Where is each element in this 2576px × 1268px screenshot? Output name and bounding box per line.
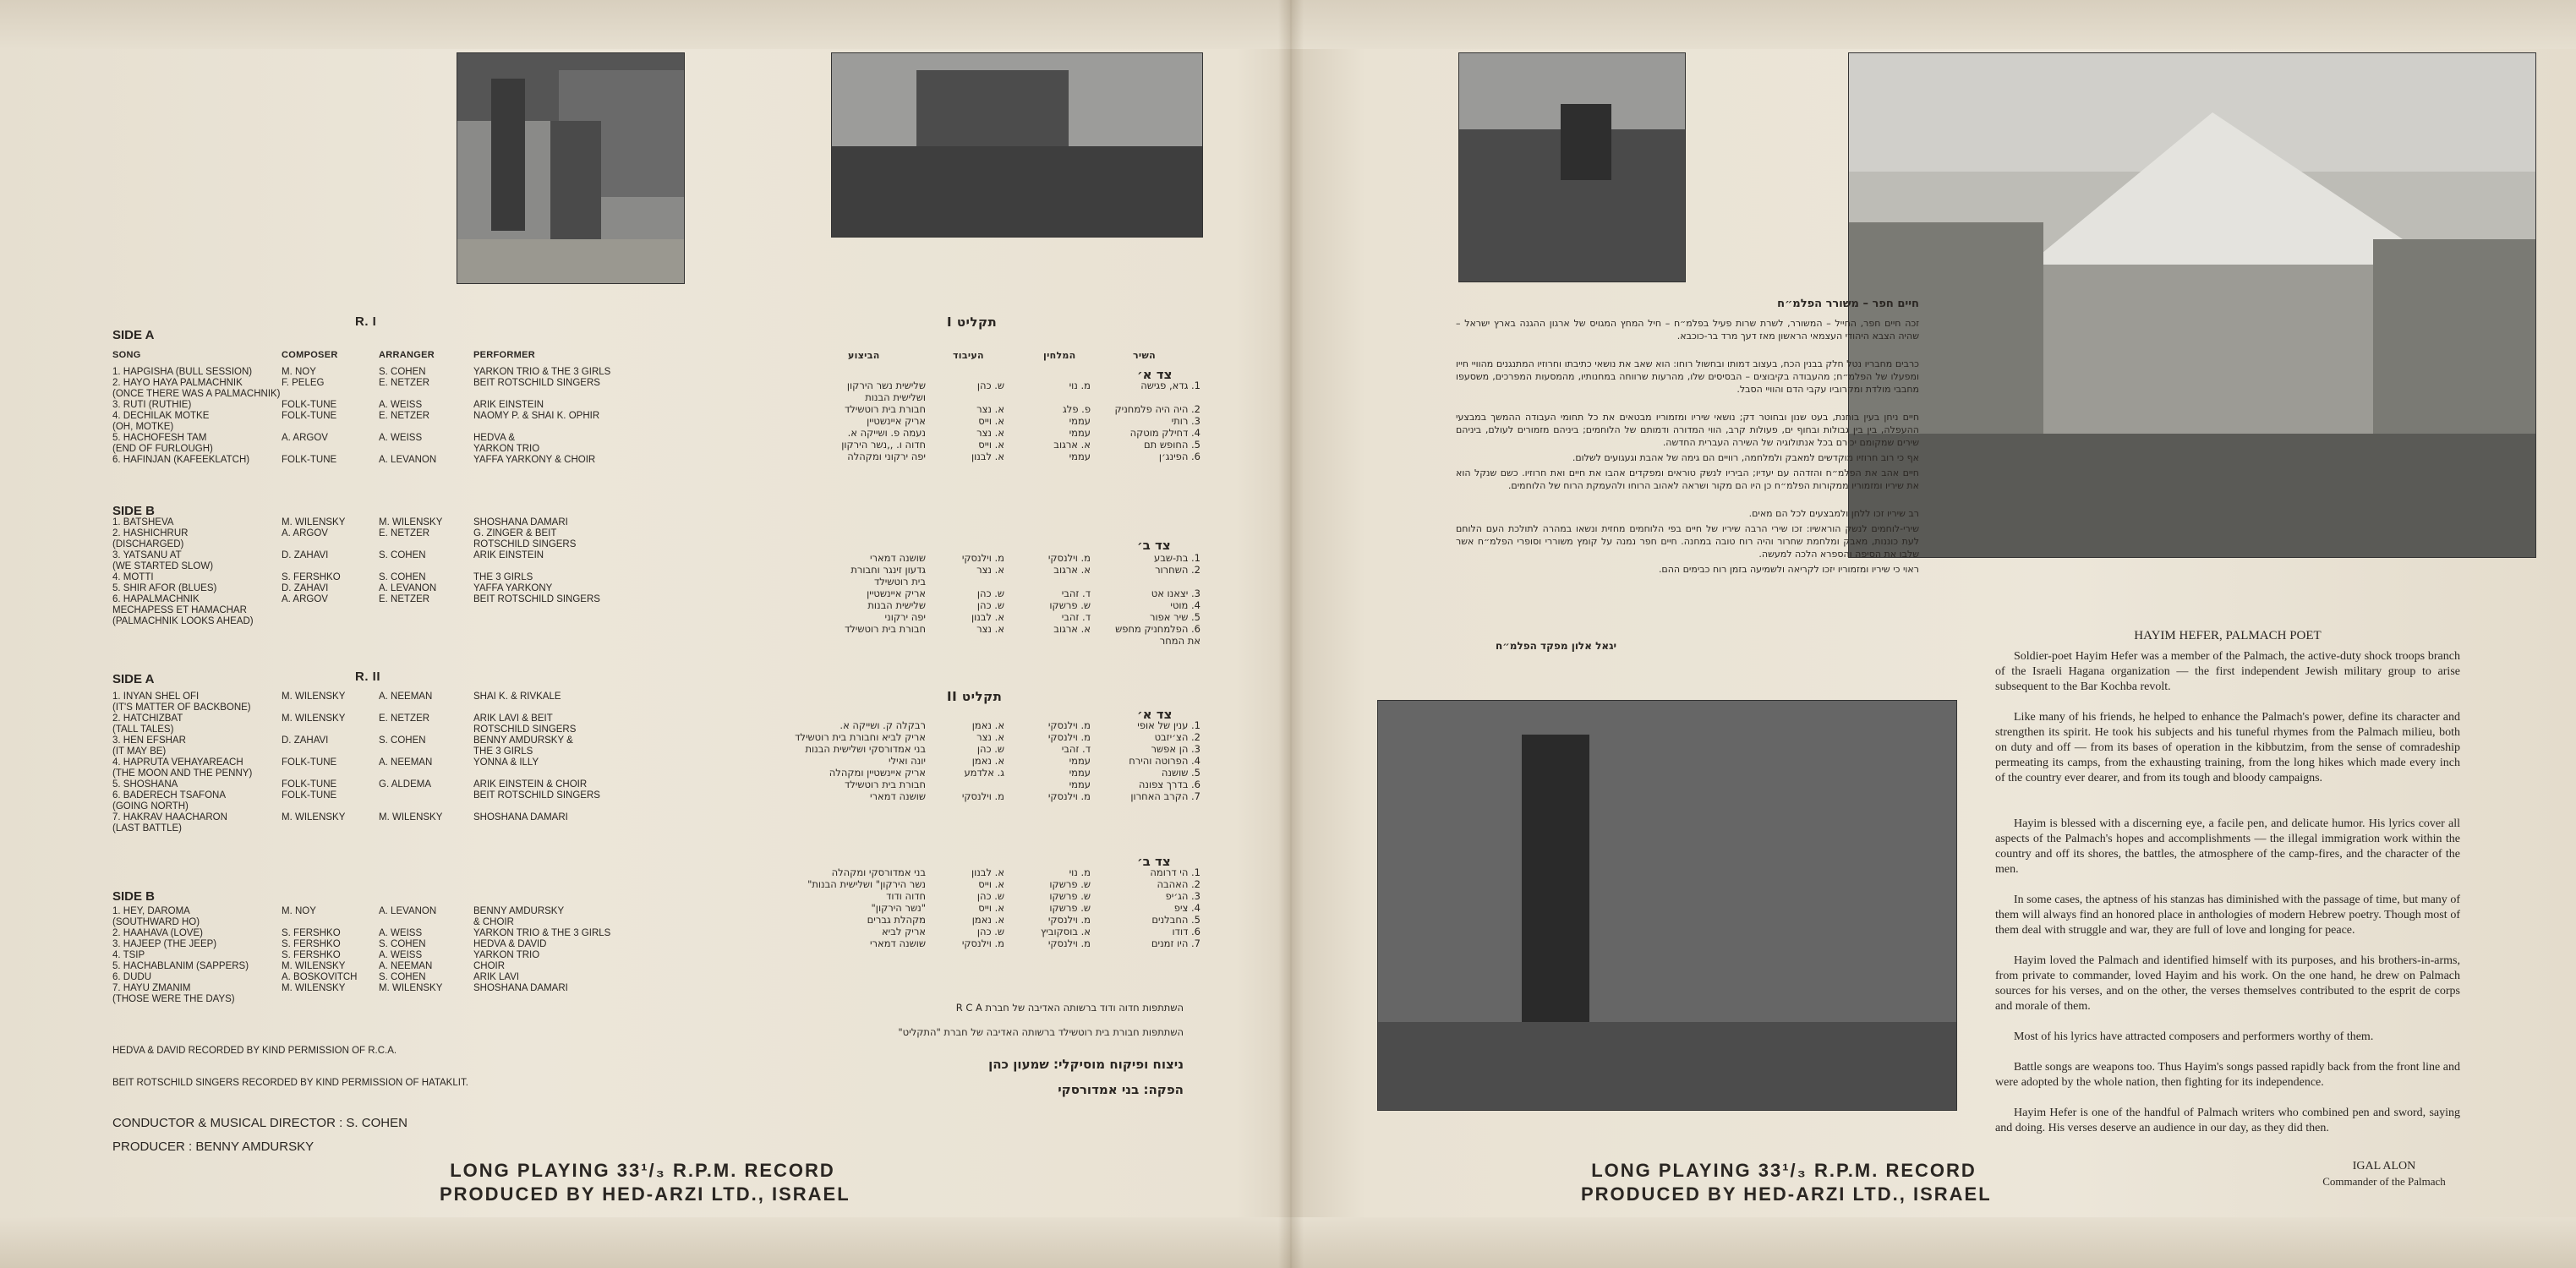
hebrew-paragraph: חיים אהב את הפלמ״ח והזדהה עם יעדיו; הביריו לנשק טוראים ומפקדים אהבו את חיים ואת חרוזיו. כשם שנקל הוא את שיריו ומזמוריו ממקורות הפלמ״ח כן היו הם מקור ושראה לאהוב הרוחו ולהעמקת הרוח של הלוחמים.: [1456, 467, 1919, 491]
hebrew-track-composer: עממי: [1069, 415, 1091, 427]
track-song: (ONCE THERE WAS A PALMACHNIK): [112, 389, 281, 399]
track-arranger: G. ALDEMA: [379, 779, 431, 790]
track-arranger: M. WILENSKY: [379, 812, 443, 823]
track-arranger: S. COHEN: [379, 735, 426, 746]
track-song: 5. SHIR AFOR (BLUES): [112, 583, 217, 593]
hebrew-track-composer: ש. פרשקו: [1049, 902, 1091, 914]
hebrew-track-composer: פ. פלג: [1063, 403, 1091, 415]
hebrew-track-song: 3. הן אפשר: [1151, 743, 1200, 755]
track-song: 4. HAPRUTA VEHAYAREACH: [112, 757, 243, 768]
track-arranger: A. LEVANON: [379, 906, 437, 916]
column-arranger: ARRANGER: [379, 350, 435, 360]
hebrew-track-performer: נשר הירקון" ושלישית הבנות": [807, 878, 926, 890]
hebrew-conductor-credit: ניצוח ופיקוח מוסיקלי: שמעון כהן: [988, 1057, 1184, 1072]
hebrew-track-performer: "נשר הירקון": [871, 902, 926, 914]
track-composer: D. ZAHAVI: [282, 550, 329, 560]
hebrew-track-composer: עממי: [1069, 755, 1091, 767]
hebrew-track-song: 1. ענין של אופי: [1137, 719, 1200, 731]
hebrew-track-song: 4. ציפ: [1173, 902, 1200, 914]
column-composer: COMPOSER: [282, 350, 338, 360]
hebrew-track-song: 5. שיר אפור: [1150, 611, 1200, 623]
hebrew-track-performer: בית רוטשילד: [873, 576, 926, 588]
track-performer: YAFFA YARKONY: [473, 583, 553, 593]
hebrew-track-arranger: ג. אלדמע: [964, 767, 1004, 779]
hebrew-track-arranger: ש. כהן: [976, 380, 1004, 391]
hebrew-rca-note: השתתפות חדוה ודוד ברשותה האדיבה של חברת R C A: [955, 1002, 1184, 1014]
hebrew-paragraph: אף כי רוב חרוזיו מוקדשים למאבק ולמלחמה, רוויים הם גימה של אהבת וגעגועים לשלום.: [1572, 452, 1919, 463]
hebrew-track-song: 2. האהבה: [1157, 878, 1200, 890]
hebrew-track-composer: ש. פרשקו: [1049, 890, 1091, 902]
track-song: 2. HAAHAVA (LOVE): [112, 928, 203, 938]
hebrew-track-song: 5. החבלנים: [1151, 914, 1200, 926]
hebrew-track-song: 2. היה היה פלמחניק: [1114, 403, 1200, 415]
track-song: 2. HATCHIZBAT: [112, 713, 183, 724]
hebrew-track-performer: ושלישית הבנות: [865, 391, 926, 403]
hebrew-column-performer: הביצוע: [848, 350, 880, 361]
track-song: 1. INYAN SHEL OFI: [112, 691, 200, 702]
hebrew-track-song: 3. רותי: [1171, 415, 1200, 427]
photo-musicians-guitar: [457, 52, 685, 284]
track-arranger: A. LEVANON: [379, 583, 437, 593]
photo-accordion-player: [1458, 52, 1686, 282]
permission-hataklit: BEIT ROTSCHILD SINGERS RECORDED BY KIND PERMISSION OF HATAKLIT.: [112, 1078, 468, 1088]
right-footer-long-playing: LONG PLAYING 33¹/₃ R.P.M. RECORD: [1591, 1160, 1977, 1181]
track-song: (TALL TALES): [112, 724, 174, 735]
hebrew-track-song: 6. הפינג׳ן: [1158, 451, 1200, 462]
track-composer: FOLK-TUNE: [282, 455, 337, 465]
hebrew-track-performer: יפה ירקוני: [884, 611, 926, 623]
photo-crowd-stage: [831, 52, 1203, 238]
hebrew-track-performer: גדעון זינגר וחבורת: [850, 564, 926, 576]
hebrew-record-two-side-a-label: צד א׳: [1137, 707, 1173, 722]
hebrew-track-song: 3. הג׳יפ: [1165, 890, 1200, 902]
track-song: 7. HAKRAV HAACHARON: [112, 812, 227, 823]
track-performer: ARIK LAVI: [473, 972, 520, 982]
hebrew-article-signature: יגאל אלון מפקד הפלמ״ח: [1496, 640, 1616, 652]
hebrew-track-composer: עממי: [1069, 779, 1091, 790]
track-arranger: A. WEISS: [379, 950, 423, 960]
track-performer: ROTSCHILD SINGERS: [473, 539, 577, 549]
track-song: 1. BATSHEVA: [112, 517, 174, 527]
track-composer: D. ZAHAVI: [282, 583, 329, 593]
track-song: (PALMACHNIK LOOKS AHEAD): [112, 616, 254, 626]
track-arranger: S. COHEN: [379, 550, 426, 560]
track-composer: M. NOY: [282, 906, 316, 916]
track-composer: M. WILENSKY: [282, 691, 346, 702]
track-arranger: S. COHEN: [379, 367, 426, 377]
left-footer-long-playing: LONG PLAYING 33¹/₃ R.P.M. RECORD: [450, 1160, 835, 1181]
hebrew-track-song: 6. דודו: [1172, 926, 1200, 937]
hebrew-hataklit-note: השתתפות חבורת בית רוטשילד ברשותה האדיבה של חברת "התקליט": [898, 1026, 1184, 1038]
center-fold: [1278, 0, 1304, 1268]
track-performer: & CHOIR: [473, 917, 514, 927]
hebrew-track-arranger: מ. וילנסקי: [961, 937, 1004, 949]
hebrew-track-performer: רבקלה ק. ושייקה א.: [840, 719, 926, 731]
hebrew-track-composer: א. ארגוב: [1053, 439, 1091, 451]
hebrew-track-composer: מ. וילנסקי: [1047, 914, 1091, 926]
hebrew-track-song: 4. הפרוטה והירח: [1129, 755, 1200, 767]
english-article-title: HAYIM HEFER, PALMACH POET: [2134, 629, 2322, 642]
hebrew-track-performer: נעמה פ. ושייקה א.: [847, 427, 926, 439]
hebrew-track-composer: ש. פרשקו: [1049, 599, 1091, 611]
hebrew-track-arranger: א. וייס: [978, 878, 1004, 890]
track-song: 3. RUTI (RUTHIE): [112, 400, 192, 410]
track-arranger: M. WILENSKY: [379, 983, 443, 993]
track-song: (GOING NORTH): [112, 801, 189, 812]
hebrew-track-performer: שושנה דמארי: [869, 937, 926, 949]
hebrew-track-composer: מ. וילנסקי: [1047, 719, 1091, 731]
hebrew-track-song: 1. בת-שבע: [1154, 552, 1200, 564]
hebrew-track-composer: א. ארגוב: [1053, 623, 1091, 635]
english-paragraph: Hayim loved the Palmach and identified himself with its purposes, and his brothers-in-arms, from private to commander, loved Hayim and his work. On the one hand, he drew on Palmach sources for his verses, and on the other, the verses themselves contributed to the esprit de corps and morale of them.: [1995, 954, 2460, 1013]
track-performer: THE 3 GIRLS: [473, 746, 533, 757]
track-song: (DISCHARGED): [112, 539, 184, 549]
track-arranger: A. WEISS: [379, 400, 423, 410]
track-composer: D. ZAHAVI: [282, 735, 329, 746]
conductor-credit: CONDUCTOR & MUSICAL DIRECTOR : S. COHEN: [112, 1116, 407, 1130]
track-song: 4. MOTTI: [112, 572, 154, 582]
track-arranger: E. NETZER: [379, 528, 430, 538]
track-arranger: A. NEEMAN: [379, 757, 433, 768]
track-song: 5. HACHOFESH TAM: [112, 433, 207, 443]
track-performer: BENNY AMDURSKY &: [473, 735, 573, 746]
hebrew-column-composer: המלחין: [1043, 350, 1076, 361]
track-performer: BEIT ROTSCHILD SINGERS: [473, 790, 600, 801]
hebrew-track-performer: יונה ואילי: [889, 755, 926, 767]
track-composer: S. FERSHKO: [282, 939, 341, 949]
hebrew-column-arranger: העיבוד: [953, 350, 984, 361]
hebrew-track-song: 1. גדא, פגישה: [1140, 380, 1200, 391]
track-performer: BEIT ROTSCHILD SINGERS: [473, 378, 600, 388]
hebrew-track-arranger: א. לבנון: [971, 451, 1004, 462]
hebrew-track-arranger: א. וייס: [978, 902, 1004, 914]
track-performer: THE 3 GIRLS: [473, 572, 533, 582]
left-footer-produced-by: PRODUCED BY HED-ARZI LTD., ISRAEL: [440, 1183, 850, 1205]
track-song: 1. HAPGISHA (BULL SESSION): [112, 367, 253, 377]
track-performer: SHAI K. & RIVKALE: [473, 691, 561, 702]
track-arranger: S. COHEN: [379, 572, 426, 582]
hebrew-track-song: 4. דחילק מוטקה: [1129, 427, 1200, 439]
hebrew-track-composer: מ. וילנסקי: [1047, 731, 1091, 743]
hebrew-track-performer: בני אמדורסקי ושלישית הבנות: [805, 743, 926, 755]
track-performer: ARIK EINSTEIN & CHOIR: [473, 779, 588, 790]
hebrew-track-arranger: א. נאמן: [971, 755, 1004, 767]
track-song: 5. HACHABLANIM (SAPPERS): [112, 961, 249, 971]
hebrew-track-arranger: א. נצר: [976, 623, 1004, 635]
hebrew-track-composer: ד. זהבי: [1061, 743, 1091, 755]
hebrew-track-performer: חבורת בית רוטשילד: [844, 403, 926, 415]
hebrew-track-arranger: מ. וילנסקי: [961, 790, 1004, 802]
hebrew-paragraph: שירי-לוחמים לנשק הוראשיו: זכו שירי הרבה שיריו של חיים בפי הלוחמים מחזית ונשאו במהרה לתולכת העם הלוחם לעת כוננות, מאבק ומלחמת שחרור והיה רוח טובה במחנה. חיים חפר נמנה על קומץ משוררי וסופרי הפלמ״ח אשר שלבו את הסיפה והספרא הלכה למעשה.: [1456, 523, 1919, 560]
hebrew-track-composer: מ. וילנסקי: [1047, 790, 1091, 802]
track-performer: ARIK EINSTEIN: [473, 400, 544, 410]
track-composer: M. WILENSKY: [282, 517, 346, 527]
hebrew-record-one-side-b-label: צד ב׳: [1137, 538, 1171, 553]
track-composer: F. PELEG: [282, 378, 325, 388]
hebrew-track-performer: חבורת בית רוטשילד: [844, 623, 926, 635]
track-composer: A. ARGOV: [282, 433, 328, 443]
hebrew-track-performer: אריק איינשטיין: [867, 588, 926, 599]
track-composer: M. WILENSKY: [282, 812, 346, 823]
track-arranger: E. NETZER: [379, 594, 430, 604]
hebrew-track-performer: אריק איינשטיין ומקהלה: [829, 767, 926, 779]
hebrew-track-arranger: א. וייס: [978, 439, 1004, 451]
track-performer: YARKON TRIO & THE 3 GIRLS: [473, 367, 611, 377]
hebrew-track-arranger: ש. כהן: [976, 743, 1004, 755]
hebrew-paragraph: זכה חיים חפר, החייל – המשורר, לשרת שרות פעיל בפלמ״ח – חיל המחץ המגויס של ארגון ההגנה בארץ ישראל – שהיה הצבא היהודי העצמאי הראשון מאז דעך מרד בר-כוכבא.: [1456, 318, 1919, 342]
hebrew-track-performer: יפה ירקוני ומקהלה: [847, 451, 926, 462]
track-arranger: A. NEEMAN: [379, 691, 433, 702]
hebrew-track-composer: א. ארגוב: [1053, 564, 1091, 576]
english-paragraph: Most of his lyrics have attracted composers and performers worthy of them.: [2014, 1030, 2374, 1043]
hebrew-track-arranger: א. לבנון: [971, 611, 1004, 623]
track-composer: M. WILENSKY: [282, 713, 346, 724]
track-composer: S. FERSHKO: [282, 950, 341, 960]
hebrew-track-performer: שלישית הבנות: [867, 599, 926, 611]
hebrew-track-performer: חדוה ו. ,,נשר הירקון: [841, 439, 926, 451]
track-performer: NAOMY P. & SHAI K. OPHIR: [473, 411, 600, 421]
track-song: 2. HAYO HAYA PALMACHNIK: [112, 378, 243, 388]
hebrew-track-arranger: ש. כהן: [976, 599, 1004, 611]
hebrew-track-song: 7. הקרב האחרון: [1130, 790, 1200, 802]
hebrew-track-arranger: מ. וילנסקי: [961, 552, 1004, 564]
hebrew-track-arranger: א. נאמן: [971, 719, 1004, 731]
hebrew-track-composer: עממי: [1069, 767, 1091, 779]
track-performer: BEIT ROTSCHILD SINGERS: [473, 594, 600, 604]
track-performer: ARIK LAVI & BEIT: [473, 713, 553, 724]
track-composer: FOLK-TUNE: [282, 790, 337, 801]
track-song: 7. HAYU ZMANIM: [112, 983, 191, 993]
track-arranger: S. COHEN: [379, 939, 426, 949]
track-performer: ROTSCHILD SINGERS: [473, 724, 577, 735]
english-paragraph: Battle songs are weapons too. Thus Hayim's songs passed rapidly back from the front line and were adopted by the whole nation, then fighting for its independence.: [1995, 1061, 2460, 1089]
track-composer: M. WILENSKY: [282, 961, 346, 971]
track-song: 1. HEY, DAROMA: [112, 906, 190, 916]
track-composer: A. BOSKOVITCH: [282, 972, 358, 982]
hebrew-track-performer: חדוה ודוד: [886, 890, 926, 902]
track-performer: ARIK EINSTEIN: [473, 550, 544, 560]
track-song: 6. HAPALMACHNIK: [112, 594, 200, 604]
track-composer: S. FERSHKO: [282, 928, 341, 938]
hebrew-track-song: 7. היו זמנים: [1151, 937, 1200, 949]
hebrew-track-performer: אריק לביא וחבורת בית רוטשילד: [795, 731, 926, 743]
hebrew-track-song: 1. הי דרומה: [1150, 866, 1200, 878]
hebrew-record-two-title: תקליט II: [947, 689, 1003, 704]
track-performer: YARKON TRIO: [473, 950, 540, 960]
track-song: 3. HEN EFSHAR: [112, 735, 186, 746]
track-arranger: M. WILENSKY: [379, 517, 443, 527]
hebrew-track-song: 2. הצ׳יזבט: [1154, 731, 1200, 743]
track-song: 5. SHOSHANA: [112, 779, 178, 790]
track-arranger: A. WEISS: [379, 928, 423, 938]
hebrew-track-arranger: א. נאמן: [971, 914, 1004, 926]
hebrew-track-song: 6. בדרך צפונה: [1138, 779, 1200, 790]
hebrew-record-two-side-b-label: צד ב׳: [1137, 854, 1171, 869]
track-performer: YARKON TRIO: [473, 444, 540, 454]
track-song: MECHAPESS ET HAMACHAR: [112, 605, 247, 615]
hebrew-record-one-title: תקליט I: [947, 314, 998, 330]
track-composer: FOLK-TUNE: [282, 779, 337, 790]
track-performer: SHOSHANA DAMARI: [473, 812, 568, 823]
track-performer: SHOSHANA DAMARI: [473, 517, 568, 527]
hebrew-track-composer: מ. נוי: [1069, 866, 1091, 878]
hebrew-paragraph: רב שיריו זכו ללחן ולמבצעים לכל הם מאים.: [1748, 508, 1919, 519]
english-article-signature: IGAL ALON: [2352, 1160, 2416, 1172]
track-performer: BENNY AMDURSKY: [473, 906, 565, 916]
track-song: 6. DUDU: [112, 972, 152, 982]
track-song: 3. YATSANU AT: [112, 550, 182, 560]
hebrew-track-arranger: א. וייס: [978, 415, 1004, 427]
hebrew-track-composer: ד. זהבי: [1061, 588, 1091, 599]
column-performer: PERFORMER: [473, 350, 535, 360]
track-performer: CHOIR: [473, 961, 506, 971]
track-song: 2. HASHICHRUR: [112, 528, 189, 538]
hebrew-paragraph: ראוי כי שיריו ומזמוריו יזכו לקריאה ולשמיעה בזמן רוח כבימים ההם.: [1658, 564, 1919, 575]
hebrew-track-composer: עממי: [1069, 427, 1091, 439]
hebrew-track-song: את המחר: [1159, 635, 1200, 647]
hebrew-track-performer: אריק לביא: [881, 926, 926, 937]
track-composer: FOLK-TUNE: [282, 411, 337, 421]
track-song: (LAST BATTLE): [112, 823, 183, 833]
hebrew-track-arranger: ש. כהן: [976, 926, 1004, 937]
track-performer: G. ZINGER & BEIT: [473, 528, 557, 538]
hebrew-record-one-side-a-label: צד א׳: [1137, 367, 1173, 382]
english-paragraph: Hayim Hefer is one of the handful of Palmach writers who combined pen and sword, saying and doing. His verses deserve an audience in our day, as they did then.: [1995, 1107, 2460, 1134]
hebrew-track-arranger: א. נצר: [976, 403, 1004, 415]
hebrew-track-song: 2. השחרור: [1155, 564, 1200, 576]
hebrew-track-arranger: א. לבנון: [971, 866, 1004, 878]
photo-soldiers-audience: [1377, 700, 1957, 1111]
hebrew-track-arranger: א. נצר: [976, 564, 1004, 576]
hebrew-track-song: 4. מוטי: [1170, 599, 1200, 611]
track-arranger: A. LEVANON: [379, 455, 437, 465]
hebrew-track-performer: חבורת בית רוטשילד: [844, 779, 926, 790]
track-composer: FOLK-TUNE: [282, 757, 337, 768]
english-paragraph: Like many of his friends, he helped to enhance the Palmach's power, define its character and strengthen its spirit. He took his subjects and his tuneful rhymes from the Palmach milieu, both on duty and off — from its bases of operation in the kibbutzim, from the sense of comradeship permeating its camps, from the exhausting training, from the long hikes which made every inch of the country ever dearer, and from its tough and bloody campaigns.: [1995, 711, 2460, 784]
hebrew-track-arranger: ש. כהן: [976, 890, 1004, 902]
hebrew-track-performer: מקהלת גברים: [867, 914, 926, 926]
track-arranger: E. NETZER: [379, 713, 430, 724]
track-song: (THE MOON AND THE PENNY): [112, 768, 253, 779]
track-performer: HEDVA &: [473, 433, 515, 443]
track-song: (IT MAY BE): [112, 746, 167, 757]
hebrew-track-composer: ד. זהבי: [1061, 611, 1091, 623]
hebrew-track-performer: אריק איינשטיין: [867, 415, 926, 427]
english-paragraph: Hayim is blessed with a discerning eye, a facile pen, and delicate humor. His lyrics cover all aspects of the Palmach's hopes and accomplishments — the illegal immigration work within the country and off its shores, the battles, the atmosphere of the camp-fires, and the character of the men.: [1995, 817, 2460, 876]
english-article-signature-role: Commander of the Palmach: [2322, 1175, 2446, 1188]
hebrew-track-arranger: א. נצר: [976, 731, 1004, 743]
track-performer: YAFFA YARKONY & CHOIR: [473, 455, 596, 465]
track-composer: M. WILENSKY: [282, 983, 346, 993]
hebrew-column-song: השיר: [1133, 350, 1156, 361]
record-one-side-a-label: SIDE A: [112, 328, 155, 342]
hebrew-track-composer: מ. וילנסקי: [1047, 552, 1091, 564]
track-song: (SOUTHWARD HO): [112, 917, 200, 927]
track-arranger: S. COHEN: [379, 972, 426, 982]
track-performer: SHOSHANA DAMARI: [473, 983, 568, 993]
hebrew-article-title: חיים חפר – משורר הפלמ״ח: [1777, 298, 1919, 310]
track-performer: HEDVA & DAVID: [473, 939, 547, 949]
hebrew-paragraph: כרבים מחבריו נטל חלק בבנין הכח, בעצוב דמותו ובחשול רוחו: הוא שאב את נושאי כתיבתו וחרוזיו המתנגנים מהוויי חייו ומפעלו של הפלמ״ח; מהעבודה בקיבוצים – הבסיסים שלו, מהרעות שרווחה במחנותיו, מהמסעות המפרכים, משסעפו מחבבי מולדת ומקרוביו עקבי הדם והוויי הסבל.: [1456, 358, 1919, 395]
hebrew-track-arranger: ש. כהן: [976, 588, 1004, 599]
english-paragraph: In some cases, the aptness of his stanzas has diminished with the passage of time, but many of them will always find an honored place in anthologies of modern Hebrew poetry. Though most of them deal with struggle and war, they are full of love and longing for peace.: [1995, 894, 2460, 937]
track-arranger: A. NEEMAN: [379, 961, 433, 971]
track-composer: FOLK-TUNE: [282, 400, 337, 410]
track-arranger: E. NETZER: [379, 378, 430, 388]
track-song: 3. HAJEEP (THE JEEP): [112, 939, 217, 949]
track-song: (WE STARTED SLOW): [112, 561, 214, 571]
track-song: 6. HAFINJAN (KAFEEKLATCH): [112, 455, 250, 465]
hebrew-paragraph: חיים ניחן בעין בוחנת, בעט שנון ובחוטר דק; נושאי שיריו ומזמוריו מבטאים את כל תחומי העבודה ההמשך במבצעי ההעפלה, בין בין גבולות ובחוף ים, פעולות קרב, הווי המדורה ודמותם של הלוחמים; ביניהם מזמורים לעולם, ביניהם שירים שמקומם יכירם בכל אנתולוגיה של השירה העברית החדשה.: [1456, 412, 1919, 448]
track-song: (END OF FURLOUGH): [112, 444, 213, 454]
track-song: (THOSE WERE THE DAYS): [112, 994, 235, 1004]
hebrew-track-composer: ש. פרשקו: [1049, 878, 1091, 890]
record-two-title: R. II: [355, 670, 381, 684]
track-song: 4. TSIP: [112, 950, 145, 960]
hebrew-track-composer: מ. וילנסקי: [1047, 937, 1091, 949]
hebrew-track-performer: בני אמדורסקי ומקהלה: [831, 866, 926, 878]
track-composer: A. ARGOV: [282, 594, 328, 604]
track-performer: YARKON TRIO & THE 3 GIRLS: [473, 928, 611, 938]
track-performer: YONNA & ILLY: [473, 757, 539, 768]
hebrew-track-song: 3. יצאנו אט: [1151, 588, 1200, 599]
hebrew-track-performer: שושנה דמארי: [869, 790, 926, 802]
record-two-side-a-label: SIDE A: [112, 672, 155, 686]
column-song: SONG: [112, 350, 141, 360]
producer-credit: PRODUCER : BENNY AMDURSKY: [112, 1140, 314, 1154]
record-one-side-b-label: SIDE B: [112, 504, 156, 518]
hebrew-track-composer: עממי: [1069, 451, 1091, 462]
track-song: 4. DECHILAK MOTKE: [112, 411, 210, 421]
track-composer: S. FERSHKO: [282, 572, 341, 582]
right-footer-produced-by: PRODUCED BY HED-ARZI LTD., ISRAEL: [1581, 1183, 1992, 1205]
hebrew-track-arranger: א. נצר: [976, 427, 1004, 439]
track-arranger: A. WEISS: [379, 433, 423, 443]
permission-rca: HEDVA & DAVID RECORDED BY KIND PERMISSION OF R.C.A.: [112, 1046, 397, 1056]
hebrew-producer-credit: הפקה: בני אמדורסקי: [1058, 1082, 1184, 1097]
hebrew-track-composer: א. בוסקוביץ: [1041, 926, 1091, 937]
hebrew-track-song: 6. הפלמחניק מחפש: [1115, 623, 1200, 635]
hebrew-track-song: 5. שושנה: [1161, 767, 1200, 779]
record-two-side-b-label: SIDE B: [112, 889, 156, 904]
track-composer: M. NOY: [282, 367, 316, 377]
track-arranger: E. NETZER: [379, 411, 430, 421]
track-song: (IT'S MATTER OF BACKBONE): [112, 702, 251, 713]
track-composer: A. ARGOV: [282, 528, 328, 538]
english-paragraph: Soldier-poet Hayim Hefer was a member of the Palmach, the active-duty shock troops branch of the Israeli Hagana organization — the first independent Jewish military group to arise subsequent to the Bar Kochba revolt.: [1995, 650, 2460, 693]
track-song: 6. BADERECH TSAFONA: [112, 790, 226, 801]
photo-tent-performance: [1848, 52, 2536, 558]
track-song: (OH, MOTKE): [112, 422, 174, 432]
hebrew-track-performer: שושנה דמארי: [869, 552, 926, 564]
hebrew-track-song: 5. החופש תם: [1144, 439, 1200, 451]
record-one-title: R. I: [355, 314, 377, 329]
hebrew-track-performer: שלישית נשר הירקון: [846, 380, 926, 391]
hebrew-track-composer: מ. נוי: [1069, 380, 1091, 391]
